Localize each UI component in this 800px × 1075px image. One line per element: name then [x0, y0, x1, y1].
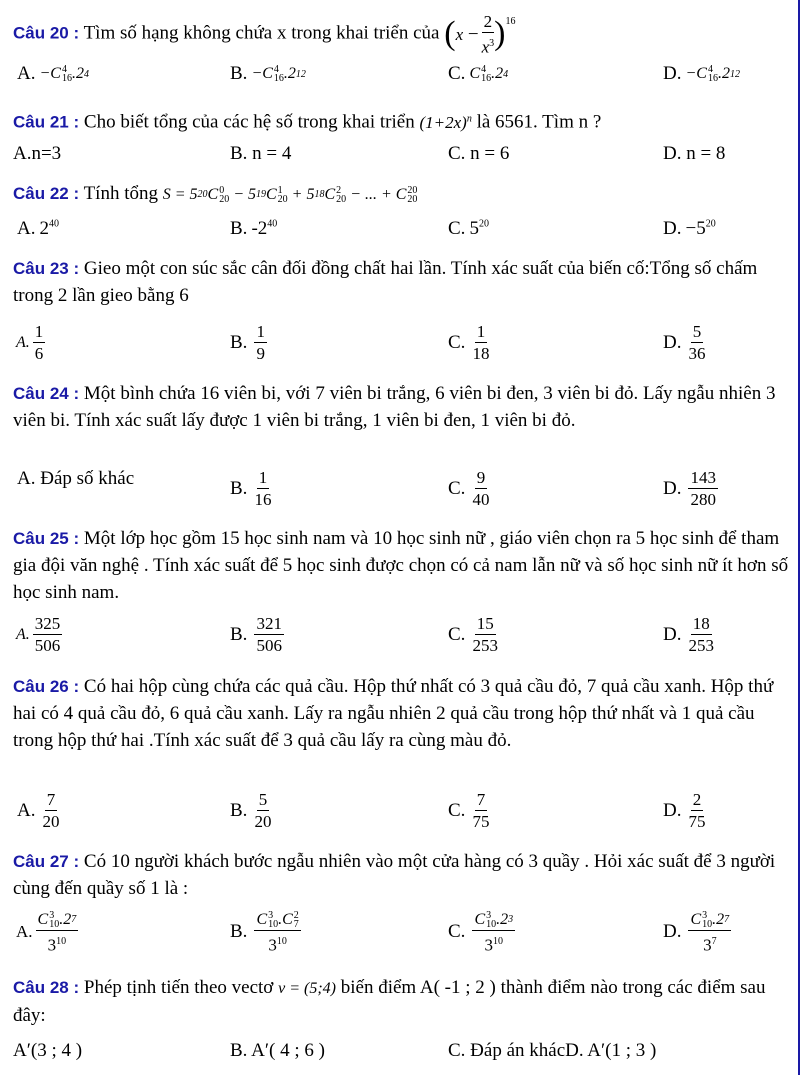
question-label: Câu 28 : [13, 978, 80, 997]
question-text: Phép tịnh tiến theo vectơ [83, 977, 274, 998]
option-a[interactable]: A. −C 4 16 .2 4 [17, 63, 89, 84]
option-c[interactable]: C. C 3 10 .2 3 $3^{10}$ [448, 909, 514, 955]
question-21 [13, 105, 794, 136]
question-text-end: là 6561. Tìm n ? [476, 111, 602, 133]
question-22 [13, 180, 794, 208]
question-24 [13, 380, 794, 434]
question-26 [13, 673, 794, 754]
question-text: Một lớp học gồm 15 học sinh nam và 10 học sinh nữ , giáo viên chọn ra 5 học sinh để tham gia đội văn nghệ . Tính xác suất để 5 học sinh được chọn có cả nam lẫn nữ và số học sinh nữ ít hơn số học sinh nam. [13, 528, 789, 603]
sum-expression: S = 5 20 C 0 20 − 5 19 C 1 20 + 5 18 C 2 20 − ... + C 20 20 [162, 184, 418, 205]
option-b[interactable]: B. −C 4 16 .2 12 [230, 63, 306, 84]
question-23 [13, 255, 794, 309]
option-a[interactable]: A. $\frac{7}{20}$ [17, 790, 60, 831]
question-label: Câu 24 : [13, 384, 80, 403]
option-c[interactable]: C. $\frac{7}{75}$ [448, 790, 490, 831]
option-b[interactable]: B. $\frac{321}{506}$ [230, 614, 282, 655]
question-text: Gieo một con súc sắc cân đối đồng chất hai lần. Tính xác suất của biến cố:Tổng số chấm trong 2 lần gieo bằng 6 [13, 258, 758, 306]
vector-expression: v = (5;4) [278, 980, 336, 997]
option-c[interactable]: C. $\frac{9}{40}$ [448, 468, 490, 509]
question-text: Tìm số hạng không chứa x trong khai triển của [83, 22, 440, 44]
option-b[interactable]: B. A′( 4 ; 6 ) [230, 1040, 325, 1061]
option-a[interactable]: A. $\frac{1}{6}$ [16, 322, 44, 363]
expression: $(1+2x)^n$ [419, 112, 472, 132]
question-27 [13, 848, 794, 902]
option-c[interactable]: C. $\frac{15}{253}$ [448, 614, 498, 655]
question-text: Cho biết tổng của các hệ số trong khai triển [83, 111, 415, 133]
question-label: Câu 27 : [13, 852, 80, 871]
question-text: Có hai hộp cùng chứa các quả cầu. Hộp thứ nhất có 3 quả cầu đỏ, 7 quả cầu xanh. Hộp thứ hai có 4 quả cầu đỏ, 6 quả cầu xanh. Lấy ra ngẫu nhiên 2 quả cầu trong hộp thứ nhất và 1 quả cầu trong hộp thứ hai .Tính xác suất để 3 quả cầu lấy ra cùng màu đỏ. [13, 676, 774, 751]
options-23 [0, 322, 798, 366]
options-22 [0, 218, 798, 244]
option-a[interactable]: A′(3 ; 4 ) [13, 1040, 83, 1061]
option-d[interactable]: D. $\frac{2}{75}$ [663, 790, 706, 831]
option-c-d[interactable]: C. Đáp án khácD. A′(1 ; 3 ) [448, 1040, 657, 1061]
option-a[interactable]: A.n=3 [13, 143, 62, 164]
expression: ( x − $\frac{2}{x^3}$ ) $^{16}$ [444, 12, 516, 57]
option-a[interactable]: A. C 3 10 .2 7 $3^{10}$ [16, 909, 77, 955]
option-d[interactable]: D. −C 4 16 .2 12 [663, 63, 740, 84]
option-d[interactable]: D. $\frac{18}{253}$ [663, 614, 714, 655]
option-d[interactable]: D. $-5^{20}$ [663, 218, 716, 239]
question-text: Tính tổng [83, 183, 158, 204]
option-b[interactable]: B. $-2^{40}$ [230, 218, 278, 239]
option-b[interactable]: B. n = 4 [230, 143, 292, 164]
option-d[interactable]: D. n = 8 [663, 143, 726, 164]
question-text-end: biến điểm A( -1 ; 2 ) thành điểm nào trong các điểm sau đây: [13, 977, 766, 1026]
option-c[interactable]: C. C 4 16 .2 4 [448, 63, 509, 84]
question-label: Câu 20 : [13, 23, 80, 43]
option-a[interactable]: A. $\frac{325}{506}$ [16, 614, 61, 655]
question-label: Câu 23 : [13, 259, 80, 278]
option-d[interactable]: D. $\frac{143}{280}$ [663, 468, 716, 509]
option-b[interactable]: B. $\frac{5}{20}$ [230, 790, 272, 831]
option-c[interactable]: C. n = 6 [448, 143, 510, 164]
question-text: Một bình chứa 16 viên bi, với 7 viên bi trắng, 6 viên bi đen, 3 viên bi đỏ. Lấy ngẫu nhiên 3 viên bi. Tính xác suất lấy được 1 viên bi trắng, 1 viên bi đen, 1 viên bi đỏ. [13, 383, 776, 431]
options-24 [0, 468, 798, 512]
option-c[interactable]: C. $5^{20}$ [448, 218, 489, 239]
option-a[interactable]: A. $2^{40}$ [17, 218, 59, 239]
question-28 [13, 974, 794, 1029]
options-26 [0, 790, 798, 834]
option-b[interactable]: B. C 3 10 .C 2 7 $3^{10}$ [230, 909, 299, 955]
question-label: Câu 22 : [13, 184, 80, 203]
option-d[interactable]: D. C 3 10 .2 7 $3^7$ [663, 909, 730, 955]
options-21 [0, 143, 798, 169]
option-d[interactable]: D. $\frac{5}{36}$ [663, 322, 706, 363]
option-c[interactable]: C. $\frac{1}{18}$ [448, 322, 490, 363]
options-25 [0, 614, 798, 658]
question-25 [13, 525, 794, 606]
question-label: Câu 21 : [13, 112, 80, 132]
question-label: Câu 26 : [13, 677, 80, 696]
option-b[interactable]: B. $\frac{1}{16}$ [230, 468, 272, 509]
options-27 [0, 910, 798, 962]
question-text: Có 10 người khách bước ngẫu nhiên vào một cửa hàng có 3 quầy . Hỏi xác suất để 3 người cùng đến quầy số 1 là : [13, 851, 776, 899]
question-label: Câu 25 : [13, 529, 80, 548]
options-28 [0, 1040, 798, 1066]
question-20 [13, 12, 794, 57]
option-b[interactable]: B. $\frac{1}{9}$ [230, 322, 265, 363]
option-a[interactable]: A. Đáp số khác [17, 468, 135, 489]
options-20 [0, 63, 798, 89]
